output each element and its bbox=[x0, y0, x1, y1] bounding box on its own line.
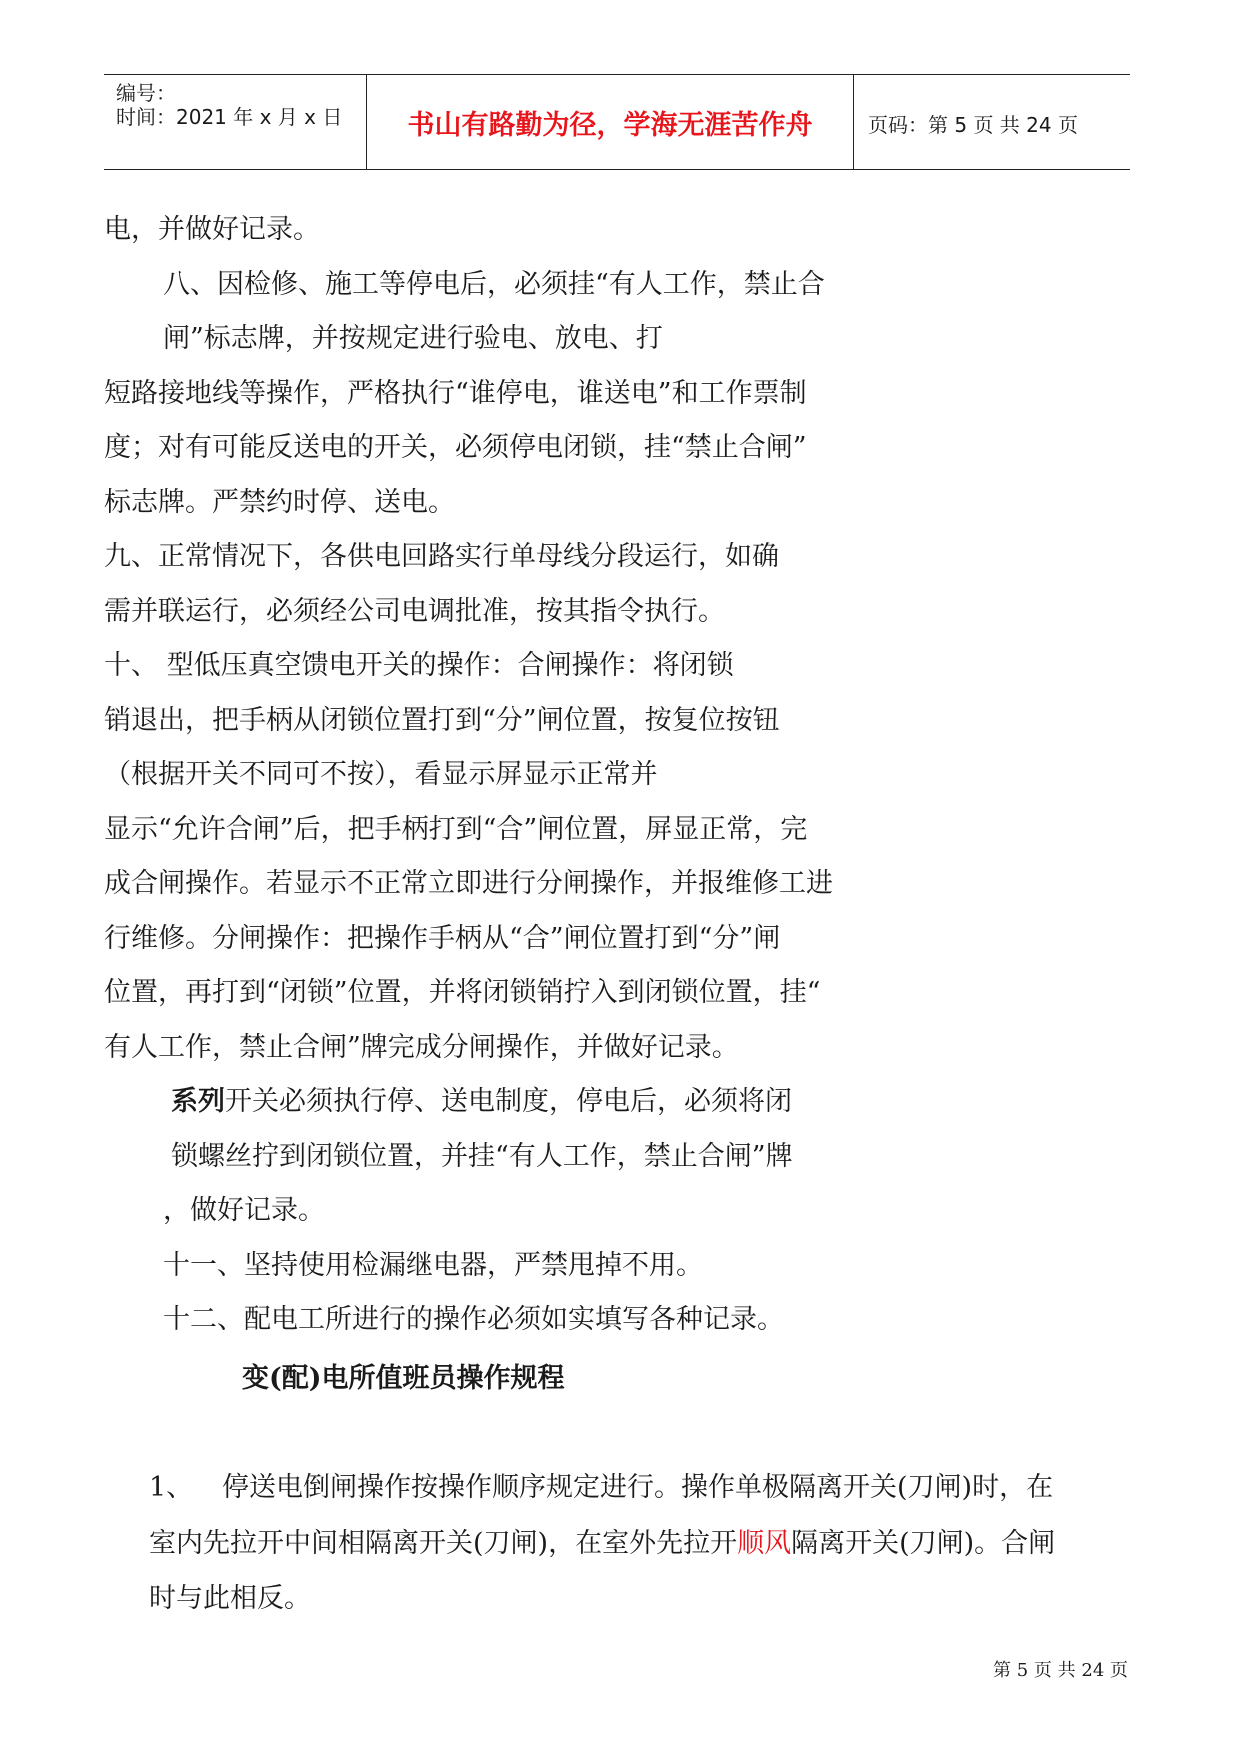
text-line bbox=[171, 1084, 792, 1120]
text-line: 十二、配电工所进行的操作必须如实填写各种记录。 bbox=[163, 1304, 784, 1335]
text-line: 标志牌。严禁约时停、送电。 bbox=[104, 487, 455, 518]
section-title: 变(配)电所值班员操作规程 bbox=[242, 1363, 565, 1394]
text-line: 八、因检修、施工等停电后，必须挂“有人工作，禁止合 bbox=[163, 269, 825, 300]
highlight-text: 顺风 bbox=[737, 1528, 792, 1559]
header-motto-cell bbox=[366, 75, 854, 169]
text-line: 度；对有可能反送电的开关，必须停电闭锁，挂“禁止合闸” bbox=[104, 432, 807, 463]
header-page-info: 页码：第 5 页 共 24 页 bbox=[868, 113, 1078, 137]
text-line: 十一、坚持使用检漏继电器，严禁甩掉不用。 bbox=[163, 1250, 703, 1281]
text-line: 位置，再打到“闭锁”位置，并将闭锁销拧入到闭锁位置，挂“ bbox=[104, 977, 821, 1008]
text-line bbox=[149, 1526, 1055, 1562]
text-span: 室内先拉开中间相隔离开关(刀闸)，在室外先拉开 bbox=[149, 1528, 738, 1559]
text-span: 隔离开关(刀闸)。合闸 bbox=[791, 1528, 1056, 1559]
text-line: （根据开关不同可不按），看显示屏显示正常并 bbox=[104, 759, 658, 790]
text-line: 有人工作，禁止合闸”牌完成分闸操作，并做好记录。 bbox=[104, 1032, 739, 1063]
text-line: 停送电倒闸操作按操作顺序规定进行。操作单极隔离开关(刀闸)时，在 bbox=[222, 1472, 1054, 1503]
text-line: 九、正常情况下，各供电回路实行单母线分段运行，如确 bbox=[104, 541, 779, 572]
text-line: 时与此相反。 bbox=[149, 1583, 311, 1614]
page-footer: 第 5 页 共 24 页 bbox=[993, 1660, 1128, 1681]
page-header bbox=[104, 74, 1130, 170]
text-line: 销退出，把手柄从闭锁位置打到“分”闸位置，按复位按钮 bbox=[104, 705, 780, 736]
text-line: 短路接地线等操作，严格执行“谁停电，谁送电”和工作票制 bbox=[104, 378, 807, 409]
bold-term: 系列 bbox=[171, 1086, 225, 1117]
header-motto: 书山有路勤为径，学海无涯苦作舟 bbox=[407, 110, 813, 141]
text-line: 锁螺丝拧到闭锁位置，并挂“有人工作，禁止合闸”牌 bbox=[171, 1141, 793, 1172]
header-right-cell bbox=[854, 75, 1130, 169]
time-label: 时间：2021 年 x 月 x 日 bbox=[116, 105, 343, 129]
number-label: 编号： bbox=[116, 81, 176, 105]
text-line: 电，并做好记录。 bbox=[104, 214, 320, 245]
list-number: 1、 bbox=[149, 1472, 194, 1503]
text-line: 显示“允许合闸”后，把手柄打到“合”闸位置，屏显正常，完 bbox=[104, 814, 808, 845]
text-line: 闸”标志牌，并按规定进行验电、放电、打 bbox=[163, 323, 663, 354]
text-line: 行维修。分闸操作：把操作手柄从“合”闸位置打到“分”闸 bbox=[104, 923, 781, 954]
text-line: 需并联运行，必须经公司电调批准，按其指令执行。 bbox=[104, 596, 725, 627]
text-line: ，做好记录。 bbox=[163, 1195, 325, 1226]
text-line: 十、 型低压真空馈电开关的操作：合闸操作：将闭锁 bbox=[104, 650, 734, 681]
header-left-cell bbox=[104, 75, 366, 169]
text-span: 开关必须执行停、送电制度，停电后，必须将闭 bbox=[225, 1086, 792, 1117]
text-line: 成合闸操作。若显示不正常立即进行分闸操作，并报维修工进 bbox=[104, 868, 833, 899]
